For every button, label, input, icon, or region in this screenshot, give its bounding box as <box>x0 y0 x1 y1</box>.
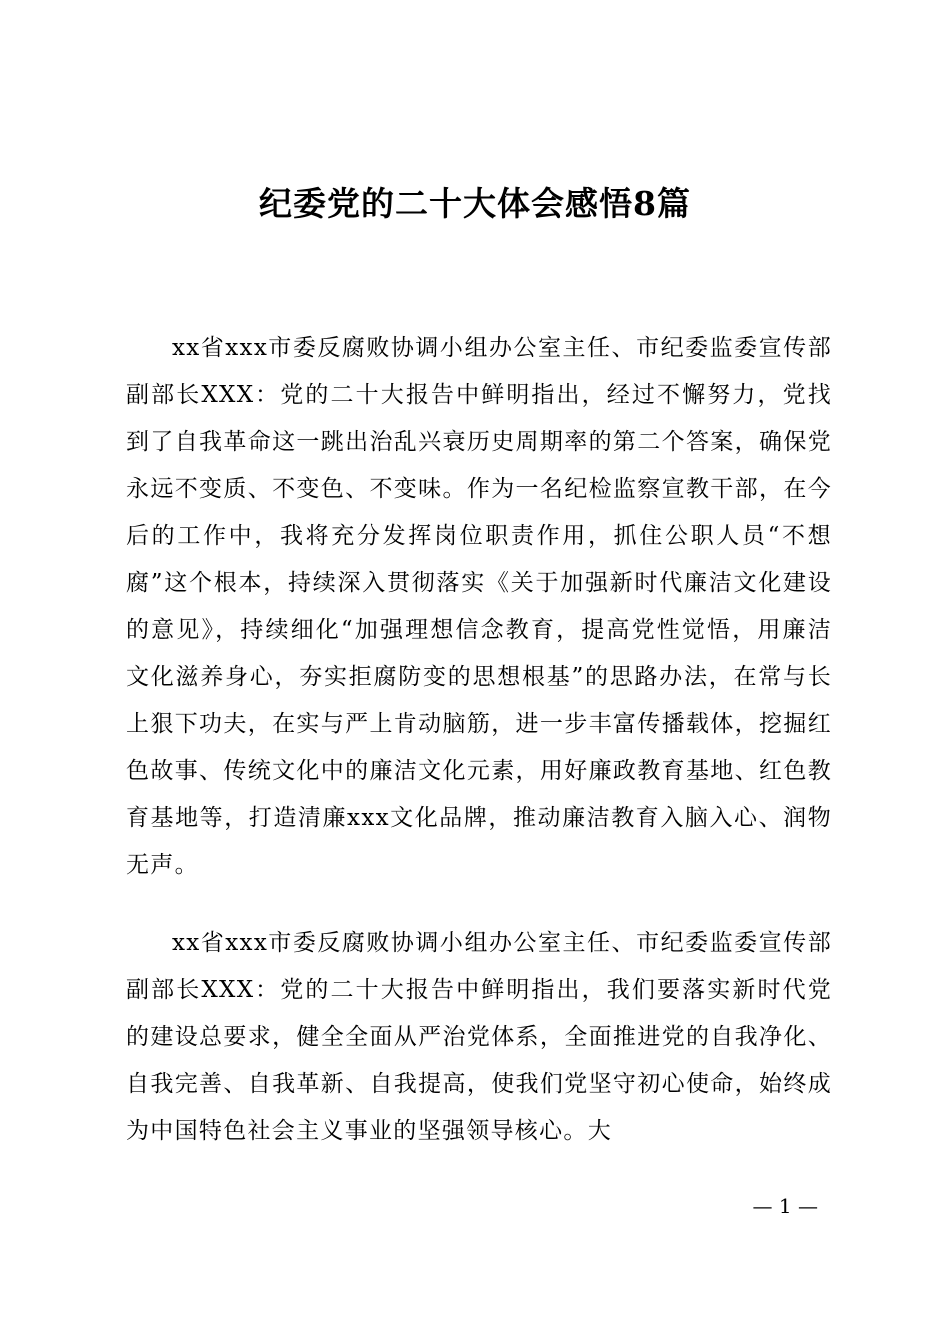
paragraph-1-container <box>126 325 832 889</box>
paragraph-1: xx省xxx市委反腐败协调小组办公室主任、市纪委监委宣传部副部长XXX：党的二十大报告中鲜明指出，经过不懈努力，党找到了自我革命这一跳出治乱兴衰历史周期率的第二个答案，确保党永远不变质、不变色、不变味。作为一名纪检监察宣教干部，在今后的工作中，我将充分发挥岗位职责作用，抓住公职人员“不想腐”这个根本，持续深入贯彻落实《关于加强新时代廉洁文化建设的意见》，持续细化“加强理想信念教育，提高党性觉悟，用廉洁文化滋养身心，夯实拒腐防变的思想根基”的思路办法，在常与长上狠下功夫，在实与严上肯动脑筋，进一步丰富传播载体，挖掘红色故事、传统文化中的廉洁文化元素，用好廉政教育基地、红色教育基地等，打造清廉xxx文化品牌，推动廉洁教育入脑入心、润物无声。 <box>126 335 832 878</box>
paragraph-2: xx省xxx市委反腐败协调小组办公室主任、市纪委监委宣传部副部长XXX：党的二十大报告中鲜明指出，我们要落实新时代党的建设总要求，健全全面从严治党体系，全面推进党的自我净化、自我完善、自我革新、自我提高，使我们党坚守初心使命，始终成为中国特色社会主义事业的坚强领导核心。大 <box>126 930 832 1144</box>
paragraph-2-container <box>126 920 832 1155</box>
document-title: 纪委党的二十大体会感悟8篇 <box>259 184 691 223</box>
page-number: — 1 — <box>752 1194 818 1218</box>
